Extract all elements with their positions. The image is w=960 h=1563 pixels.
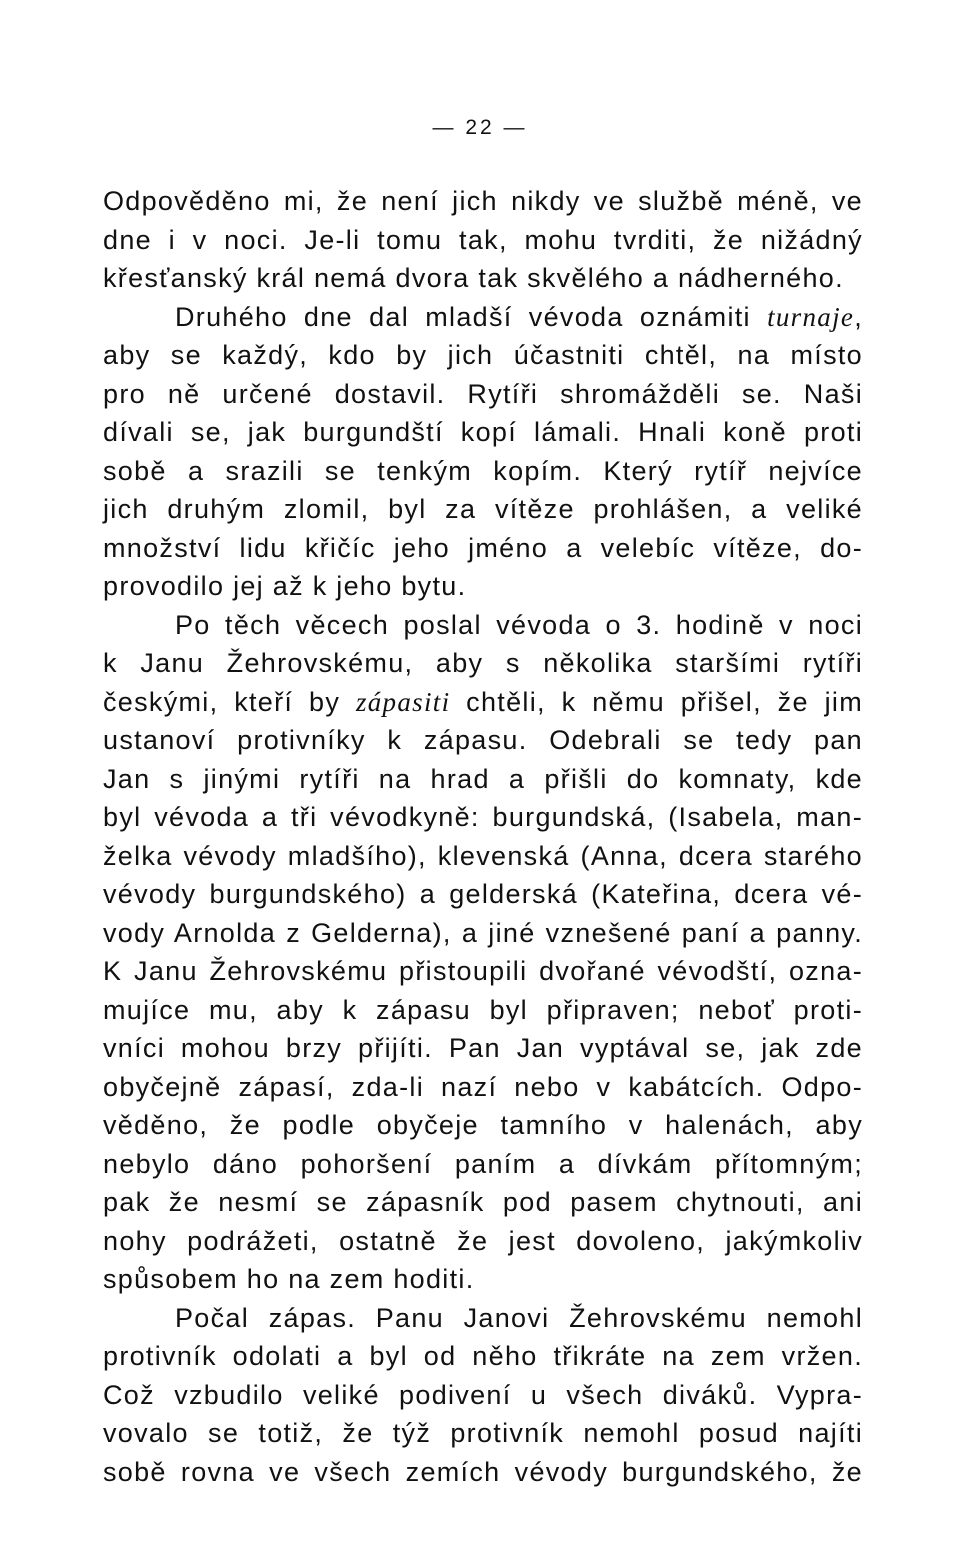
text-line: pak že nesmí se zápasník pod pasem chytnouti, ani bbox=[103, 1187, 863, 1217]
text-line: byl vévoda a tři vévodkyně: burgundská, (Isabela, man- bbox=[103, 802, 863, 832]
text-line: aby se každý, kdo by jich účastniti chtěl, na místo bbox=[103, 340, 863, 370]
text-line: množství lidu křičíc jeho jméno a velebíc vítěze, do- bbox=[103, 532, 863, 563]
text-line: vévody burgundského) a gelderská (Kateřina, dcera vé- bbox=[103, 879, 863, 909]
page-number-header: — 22 — bbox=[432, 116, 528, 139]
text-line: Po těch věcech poslal vévoda o 3. hodině v noci bbox=[175, 609, 863, 640]
text-line: ustanoví protivníky k zápasu. Odebrali se tedy pan bbox=[103, 725, 863, 755]
text-line: Jan s jinými rytíři na hrad a přišli do komnaty, kde bbox=[103, 763, 863, 794]
text-line: Což vzbudilo veliké podivení u všech diváků. Vypra- bbox=[103, 1379, 863, 1410]
text-line: nohy podrážeti, ostatně že jest dovoleno, jakýmkoliv bbox=[103, 1225, 863, 1256]
text-line: nebylo dáno pohoršení paním a dívkám přítomným; bbox=[103, 1148, 863, 1179]
text-line: vovalo se totiž, že týž protivník nemohl posud najíti bbox=[103, 1418, 863, 1448]
text-line: k Janu Žehrovskému, aby s několika staršími rytíři bbox=[103, 648, 863, 678]
text-line: věděno, že podle obyčeje tamního v halenách, aby bbox=[103, 1110, 863, 1140]
text-line: pro ně určené dostavil. Rytíři shromážděli se. Naši bbox=[103, 378, 863, 409]
text-line: dne i v noci. Je-li tomu tak, mohu tvrditi, že nižádný bbox=[103, 224, 863, 255]
text-line: želka vévody mladšího), klevenská (Anna, dcera starého bbox=[103, 840, 863, 871]
text-line: křesťanský král nemá dvora tak skvělého a nádherného. bbox=[103, 263, 844, 293]
text-segment: , bbox=[854, 301, 863, 332]
text-line: obyčejně zápasí, zda-li nazí nebo v kabátcích. Odpo- bbox=[103, 1071, 863, 1102]
text-segment: Druhého dne dal mladší vévoda oznámiti bbox=[175, 301, 768, 332]
text-line bbox=[103, 683, 863, 722]
italic-term: turnaje bbox=[767, 301, 855, 332]
italic-term: zápasiti bbox=[355, 686, 451, 717]
text-line: vody Arnolda z Gelderna), a jiné vznešené paní a panny. bbox=[103, 917, 863, 948]
text-line: jich druhým zlomil, byl za vítěze prohlášen, a veliké bbox=[103, 494, 863, 524]
body-text bbox=[103, 182, 863, 1491]
text-segment: chtěli, k němu přišel, že jim bbox=[450, 686, 863, 717]
text-line: Odpověděno mi, že není jich nikdy ve službě méně, ve bbox=[103, 186, 863, 216]
text-line: mujíce mu, aby k zápasu byl připraven; neboť proti- bbox=[103, 994, 863, 1025]
text-line: vníci mohou brzy přijíti. Pan Jan vyptával se, jak zde bbox=[103, 1033, 863, 1063]
text-line: dívali se, jak burgundští kopí lámali. Hnali koně proti bbox=[103, 417, 863, 447]
text-line: provodilo jej až k jeho bytu. bbox=[103, 571, 467, 601]
text-segment: českými, kteří by bbox=[103, 686, 356, 717]
text-line: Počal zápas. Panu Janovi Žehrovskému nemohl bbox=[175, 1302, 863, 1333]
text-line: K Janu Žehrovskému přistoupili dvořané vévodští, ozna- bbox=[103, 956, 863, 986]
text-line: sobě rovna ve všech zemích vévody burgundského, že bbox=[103, 1456, 863, 1487]
text-line bbox=[103, 298, 863, 337]
text-line: protivník odolati a byl od něho třikráte na zem vržen. bbox=[103, 1341, 863, 1371]
text-line: sobě a srazili se tenkým kopím. Který rytíř nejvíce bbox=[103, 455, 863, 486]
text-line: spůsobem ho na zem hoditi. bbox=[103, 1264, 475, 1294]
